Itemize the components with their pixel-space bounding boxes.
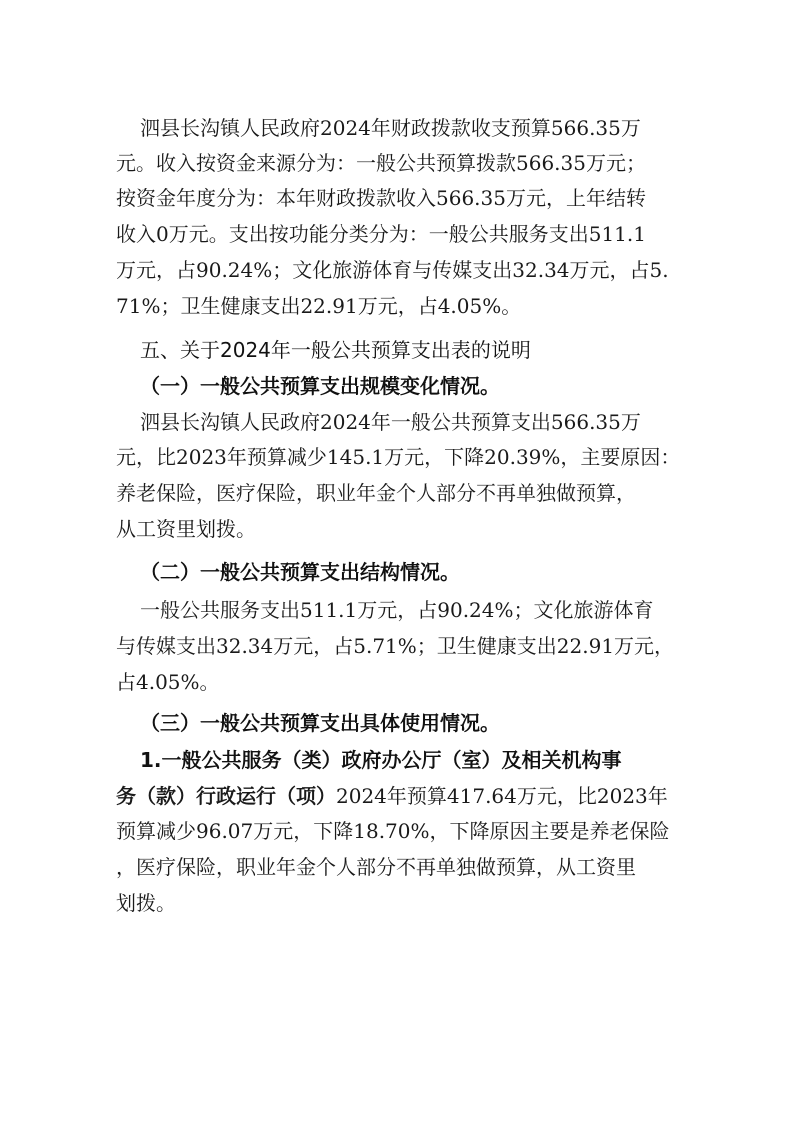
sub2-heading: （二）一般公共预算支出结构情况。	[140, 560, 460, 584]
para2-line-4: 从工资里划拨。	[116, 517, 256, 541]
section-heading: 五、关于2024年一般公共预算支出表的说明	[140, 338, 531, 362]
item1-line-2	[0, 778, 793, 814]
item1-line-2-rest: 2024年预算417.64万元，比2023年	[336, 784, 668, 808]
para2-line-3: 养老保险，医疗保险，职业年金个人部分不再单独做预算，	[116, 481, 636, 505]
item1-line-2-bold: 务（款）行政运行（项）	[116, 784, 336, 808]
para3-line-1: 一般公共服务支出511.1万元，占90.24%；文化旅游体育	[140, 598, 654, 622]
para1-line-5: 万元，占90.24%；文化旅游体育与传媒支出32.34万元，占5.	[116, 258, 669, 282]
item1-line-3: 预算减少96.07万元，下降18.70%，下降原因主要是养老保险	[116, 819, 670, 843]
item1-line-4: ，医疗保险，职业年金个人部分不再单独做预算，从工资里	[116, 855, 636, 879]
para2-line-2: 元，比2023年预算减少145.1万元，下降20.39%，主要原因：	[116, 445, 681, 469]
para1-line-3: 按资金年度分为：本年财政拨款收入566.35万元，上年结转	[116, 186, 646, 210]
para1-line-2: 元。收入按资金来源分为：一般公共预算拨款566.35万元；	[116, 151, 646, 175]
para1-line-1: 泗县长沟镇人民政府2024年财政拨款收支预算566.35万	[140, 116, 641, 140]
para1-line-6: 71%；卫生健康支出22.91万元，占4.05%。	[116, 294, 522, 318]
sub3-heading: （三）一般公共预算支出具体使用情况。	[140, 711, 500, 735]
para3-line-3: 占4.05%。	[116, 670, 220, 694]
sub1-heading: （一）一般公共预算支出规模变化情况。	[140, 374, 500, 398]
item1-line-5: 划拨。	[116, 891, 176, 915]
para1-line-4: 收入0万元。支出按功能分类分为：一般公共服务支出511.1	[116, 222, 646, 246]
item1-line-1: 1.一般公共服务（类）政府办公厅（室）及相关机构事	[140, 748, 622, 772]
para3-line-2: 与传媒支出32.34万元，占5.71%；卫生健康支出22.91万元，	[116, 634, 675, 658]
para2-line-1: 泗县长沟镇人民政府2024年一般公共预算支出566.35万	[140, 410, 641, 434]
